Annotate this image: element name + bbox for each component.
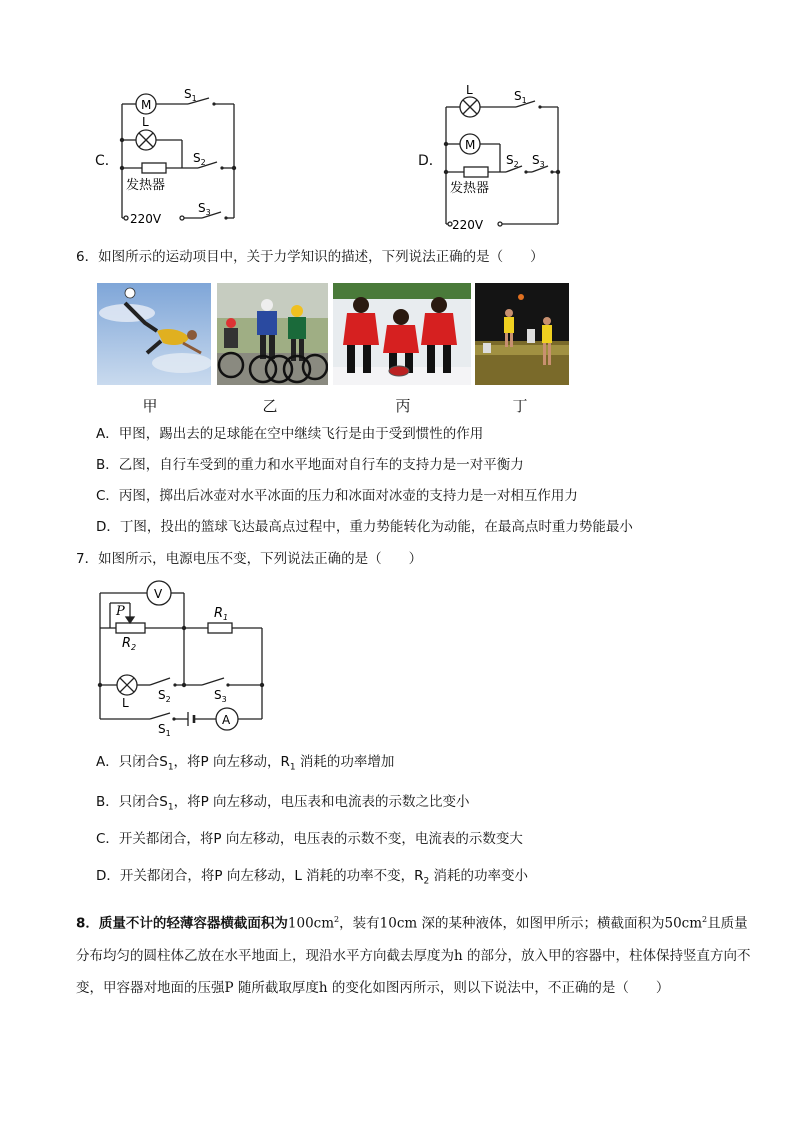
q8-stem: 8．质量不计的轻薄容器横截面积为$100cm^2$，装有10cm 深的某种液体，如图甲所示；横截面积为$50cm^2$且质量分布均匀的圆柱体乙放在水平地面上，现沿水平方向截去厚度为h 的部分，放入甲的容器中，柱体保持竖直方向不变，甲容器对地面的压强P 随所截取厚度h 的变化如图丙所示，则以下说法中，不正确的是（ ）: [76, 915, 751, 996]
q6-stem: 6．如图所示的运动项目中，关于力学知识的描述，下列说法正确的是（ ）: [76, 249, 544, 265]
q7-option-a: A．只闭合$S_1$，将P 向左移动，$R_1$ 消耗的功率增加: [96, 754, 395, 773]
q6-option-a: A．甲图，踢出去的足球能在空中继续飞行是由于受到惯性的作用: [96, 426, 484, 442]
svg-text:R2: $R_2$: [122, 636, 137, 652]
q6-option-b: B．乙图，自行车受到的重力和水平地面对自行车的支持力是一对平衡力: [96, 457, 524, 473]
svg-text:S2: $S_2$: [158, 688, 171, 704]
svg-text:S1: $S_1$: [158, 722, 171, 738]
svg-text:S3: $S_3$: [532, 153, 545, 169]
svg-text:L: L: [142, 115, 149, 129]
svg-text:L: L: [466, 83, 473, 97]
svg-text:S2: $S_2$: [193, 151, 206, 167]
svg-text:S1: $S_1$: [514, 89, 527, 105]
photo-yi-cycling: [217, 283, 328, 385]
svg-text:M: M: [141, 98, 152, 112]
heater-resistor-icon: [464, 167, 488, 177]
q6-option-c: C．丙图，掷出后冰壶对水平冰面的压力和冰面对冰壶的支持力是一对相互作用力: [96, 488, 578, 504]
svg-text:S1: $S_1$: [184, 87, 197, 103]
resistor-r1-icon: [208, 623, 232, 633]
q7-circuit-diagram: [90, 575, 280, 745]
svg-text:S3: $S_3$: [198, 201, 211, 217]
q7-option-b: B．只闭合$S_1$，将P 向左移动，电压表和电流表的示数之比变小: [96, 794, 470, 813]
svg-text:发热器: 发热器: [126, 178, 166, 193]
svg-text:发热器: 发热器: [450, 181, 490, 196]
circuit-c-diagram: [110, 84, 250, 234]
svg-text:S3: $S_3$: [214, 688, 227, 704]
caption-jia: 甲: [142, 397, 158, 415]
rheostat-r2-icon: [116, 623, 145, 633]
svg-text:V: V: [154, 587, 163, 601]
caption-bing: 丙: [395, 397, 411, 415]
svg-text:P: P: [116, 604, 125, 619]
q7-option-c: C．开关都闭合，将P 向左移动，电压表的示数不变，电流表的示数变大: [96, 831, 523, 847]
heater-resistor-icon: [142, 163, 166, 173]
svg-text:S2: $S_2$: [506, 153, 519, 169]
svg-text:M: M: [465, 138, 476, 152]
svg-text:L: L: [122, 696, 129, 710]
svg-text:220V: 220V: [130, 212, 162, 226]
svg-text:R1: $R_1$: [214, 606, 229, 622]
q7-stem: 7．如图所示，电源电压不变，下列说法正确的是（ ）: [76, 551, 423, 567]
circuit-d-diagram: [434, 82, 574, 238]
svg-text:220V: 220V: [452, 218, 484, 232]
photo-bing-curling: [333, 283, 471, 385]
q7-option-d: D．开关都闭合，将P 向左移动，L 消耗的功率不变，$R_2$ 消耗的功率变小: [96, 868, 529, 887]
svg-text:A: A: [222, 713, 231, 727]
caption-yi: 乙: [262, 397, 278, 415]
photo-ding-basketball: [475, 283, 569, 385]
battery-icon: [188, 712, 194, 726]
caption-ding: 丁: [512, 397, 528, 415]
photo-jia-football: [97, 283, 211, 385]
q6-option-d: D．丁图，投出的篮球飞达最高点过程中，重力势能转化为动能，在最高点时重力势能最小: [96, 519, 633, 535]
